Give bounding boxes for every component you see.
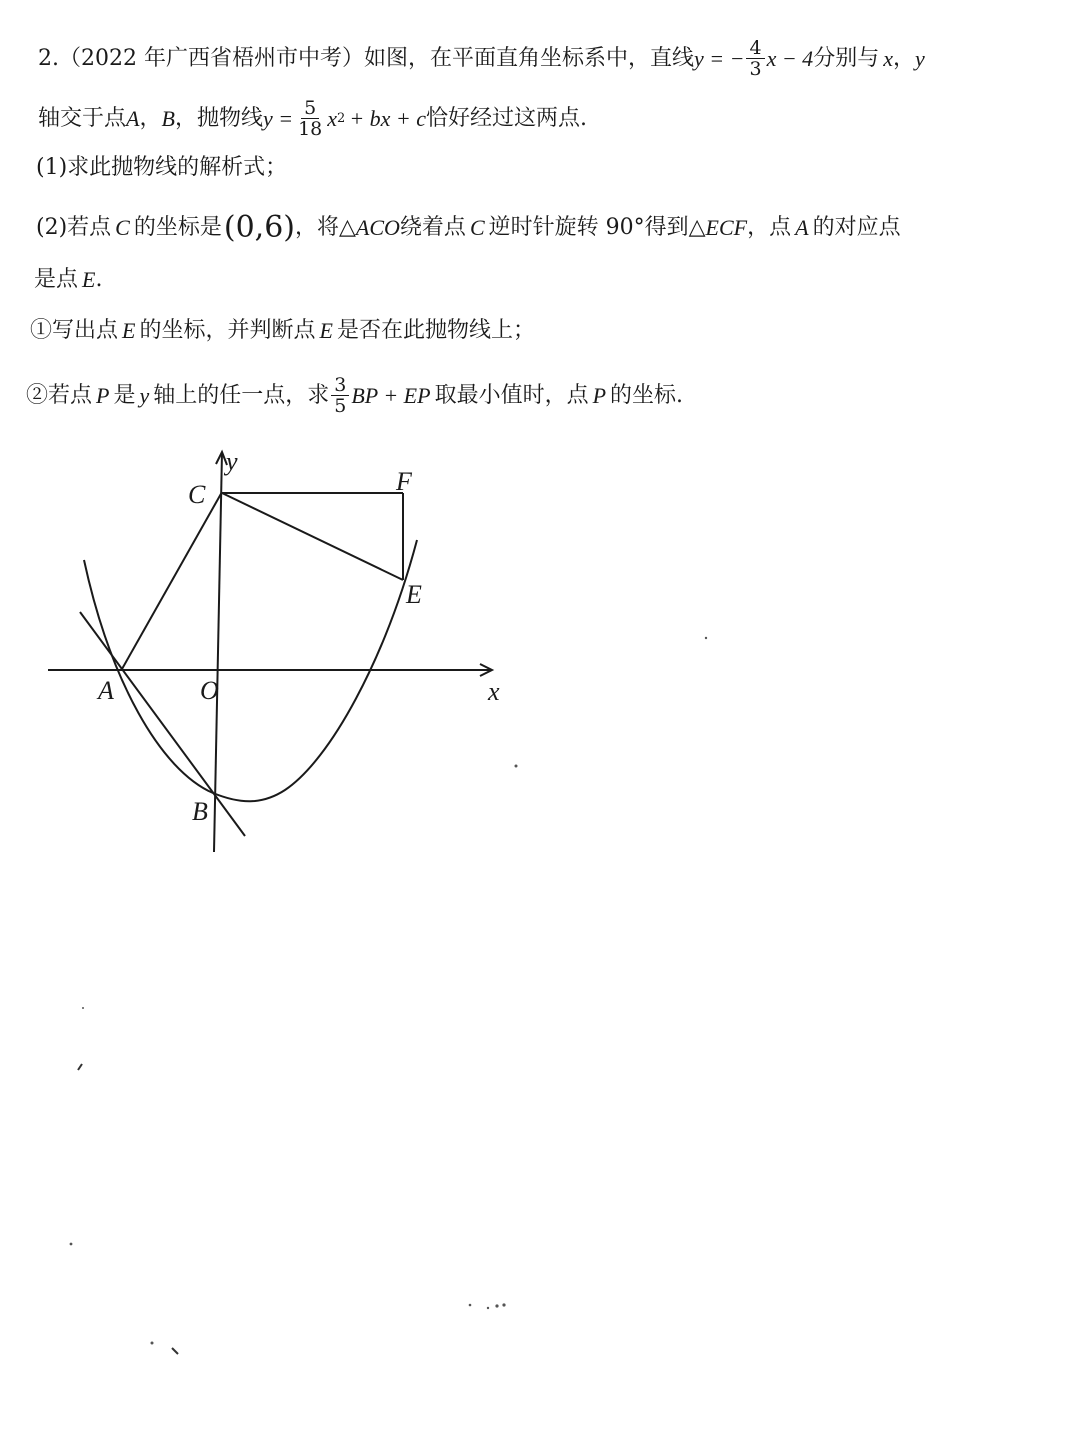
x-axis-label: x bbox=[488, 677, 500, 706]
parabola-exponent: 2 bbox=[337, 110, 346, 126]
question-2-text: ，将△ bbox=[295, 215, 356, 240]
line-ab bbox=[80, 612, 245, 836]
y-axis-label: y bbox=[226, 447, 238, 476]
problem-text: ，抛物线 bbox=[174, 105, 263, 131]
question-2-text: 逆时针旋转 90°得到△ bbox=[488, 215, 706, 240]
point-e-label: E bbox=[406, 580, 422, 609]
point-a-label: A bbox=[98, 676, 114, 705]
triangle-ecf: ECF bbox=[705, 215, 748, 240]
sub-question-text: 轴上的任一点，求 bbox=[153, 382, 330, 408]
var-y: y bbox=[139, 382, 150, 408]
problem-number: 2. bbox=[38, 45, 59, 71]
scan-specks bbox=[70, 637, 708, 1354]
line-equation-rest: x − 4 bbox=[766, 45, 814, 71]
fraction-denominator: 3 bbox=[749, 58, 762, 80]
point-c: C bbox=[469, 215, 485, 240]
question-2-text: . bbox=[95, 267, 103, 292]
point-b: B bbox=[161, 105, 175, 131]
sub-question-text: 的坐标，并判断点 bbox=[139, 318, 316, 343]
sub-question-text: ①写出点 bbox=[30, 318, 119, 343]
y-axis bbox=[214, 452, 222, 852]
sub-question-text: 是否在此抛物线上； bbox=[336, 318, 535, 343]
parabola-rest: + bx + c bbox=[349, 105, 427, 131]
segment-ce bbox=[222, 493, 403, 580]
point-c-coordinate: (0,6) bbox=[223, 210, 295, 245]
point-f-label: F bbox=[396, 467, 412, 496]
question-2-text: 绕着点 bbox=[399, 215, 466, 240]
problem-intro: 如图，在平面直角坐标系中，直线 bbox=[363, 45, 694, 71]
point-c: C bbox=[115, 215, 130, 240]
separator: ， bbox=[139, 105, 162, 131]
point-a: A bbox=[795, 215, 809, 240]
expression-bp-ep: BP + EP bbox=[351, 382, 431, 408]
triangle-aco: ACO bbox=[355, 215, 400, 240]
var-y: y bbox=[914, 45, 925, 71]
var-x: x bbox=[883, 45, 893, 71]
origin-label: O bbox=[200, 676, 219, 705]
question-2-text: (2)若点 bbox=[36, 215, 112, 240]
fraction-denominator: 18 bbox=[298, 118, 323, 140]
line-equation-lhs: y = − bbox=[694, 45, 745, 71]
problem-text: 轴交于点 bbox=[38, 105, 127, 131]
point-e: E bbox=[319, 318, 333, 343]
fraction-numerator: 4 bbox=[746, 38, 764, 59]
point-b-label: B bbox=[192, 797, 208, 826]
question-2-text: 是点 bbox=[34, 267, 79, 292]
question-1-text: (1)求此抛物线的解析式； bbox=[36, 155, 288, 180]
fraction-numerator: 5 bbox=[301, 98, 319, 119]
sub-question-text: 取最小值时，点 bbox=[434, 382, 589, 408]
sub-question-text: 的坐标. bbox=[610, 382, 684, 408]
point-p: P bbox=[592, 382, 607, 408]
parabola-lhs: y = bbox=[262, 105, 294, 131]
fraction-numerator: 3 bbox=[331, 375, 349, 396]
point-p: P bbox=[96, 382, 110, 408]
point-c-label: C bbox=[188, 480, 206, 509]
question-2-text: ，点 bbox=[747, 215, 792, 240]
point-e: E bbox=[82, 267, 96, 292]
problem-intro-b: 分别与 bbox=[813, 45, 880, 71]
question-2-text: 的对应点 bbox=[812, 215, 901, 240]
sub-question-text: 是 bbox=[113, 382, 136, 408]
question-2-text: 的坐标是 bbox=[133, 215, 222, 240]
separator: ， bbox=[892, 45, 915, 71]
problem-text: 恰好经过这两点. bbox=[426, 105, 588, 131]
fraction-denominator: 5 bbox=[334, 395, 347, 417]
sub-question-text: ②若点 bbox=[26, 382, 93, 408]
point-e: E bbox=[122, 318, 136, 343]
parabola-x: x bbox=[327, 105, 338, 131]
problem-source: （2022 年广西省梧州市中考） bbox=[59, 45, 364, 71]
segment-ac bbox=[122, 492, 222, 669]
point-a: A bbox=[126, 105, 140, 131]
